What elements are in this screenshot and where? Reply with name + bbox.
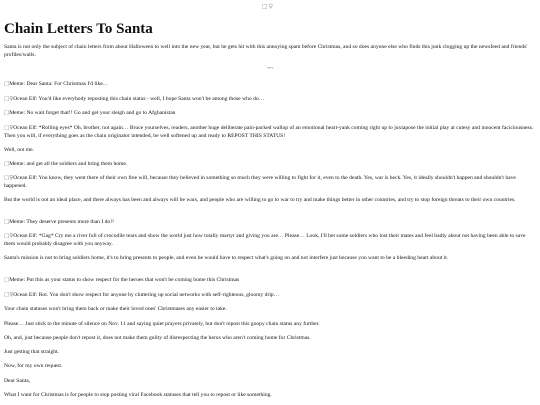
meme-icon: □ bbox=[4, 110, 10, 116]
dialogue-line bbox=[4, 232, 536, 248]
paragraph: Well, not me. bbox=[4, 147, 34, 153]
paragraph: What I want for Christmas is for people to stop posting viral Facebook statuses that tell you to repost or like something. bbox=[4, 392, 272, 398]
dialogue-line bbox=[4, 218, 536, 226]
meme-icon: □ bbox=[4, 219, 10, 225]
dialogue-line bbox=[4, 276, 536, 284]
ocean-elf-icon: □♀ bbox=[4, 233, 14, 239]
line-text: Ocean Elf: *Rolling eyes* Oh, brother, not again… Bruce yourselves, readers, another huge deliberate pain-packed wallop of an emotional heart-yank coming right up to juxtapose the initial play at cutesy and innocent faciciousness. Then you will, if everything goes as the chain originator intended, be well softened up and ready to REPOST THIS STATUS! bbox=[4, 125, 534, 139]
paragraph: Your chain statuses won't bring them back or make their loved ones' Christmases any easier to take. bbox=[4, 306, 227, 312]
dialogue-line bbox=[4, 291, 536, 299]
dialogue-line bbox=[4, 174, 536, 190]
ocean-elf-icon: □♀ bbox=[4, 292, 14, 298]
header-icons: □♀ bbox=[262, 3, 275, 10]
dialogue-line bbox=[4, 95, 536, 103]
ocean-elf-icon: □♀ bbox=[4, 175, 14, 181]
paragraph: Now, for my own request. bbox=[4, 363, 63, 369]
meme-icon: □ bbox=[4, 277, 10, 283]
dialogue-line bbox=[4, 109, 536, 117]
section-separator: ~~ bbox=[267, 66, 274, 72]
line-text: Meme: and get all the soldiers and bring them home. bbox=[9, 161, 128, 167]
paragraph: Oh, and, just because people don't repost it, does not make them guilty of disrespecting the heros who aren't coming home for Christmas. bbox=[4, 335, 311, 341]
ocean-elf-icon: □♀ bbox=[4, 125, 14, 131]
paragraph: Just getting that straight. bbox=[4, 349, 60, 355]
paragraph: But the world is not an ideal place, and there always has been and always will be wars, and people who are willing to go to war to try and make things better in other countries, and try to stop foreign threats to their own countries. bbox=[4, 197, 516, 203]
line-text: Ocean Elf: You'd like everybody reposting this chain status - well, I hope Santa won't be among those who do… bbox=[13, 96, 265, 102]
intro-paragraph: Santa is not only the subject of chain letters from about Halloween to well into the new year, but he gets hit with this annoying spam before Christmas, and so does anyone else who finds this junk clogging up the newsfeed and friends' profiles/walls. bbox=[4, 44, 528, 58]
line-text: Meme: They deserve presents more than I do!! bbox=[9, 219, 114, 225]
ocean-elf-icon: □♀ bbox=[4, 96, 14, 102]
line-text: Ocean Elf: *Gag* Cry me a river full of crocodile tears and show the world just how totally martyr and giving you are… Please… Look, I'll bet some soldiers who lost their mates and feel badly about not having been able to save them would probably disagree with you anyway. bbox=[4, 233, 526, 247]
line-text: Meme: Dear Santa: For Christmas I'd like... bbox=[9, 81, 107, 87]
line-text: Ocean Elf: You know, they went there of their own free will, because they believed in something so much they were willing to fight for it, even to the death. Yes, war is heck. Yes, it ideally shouldn't happen and shouldn't have happened. bbox=[4, 175, 516, 189]
paragraph: Please… Just stick to the minute of silence on Nov. 11 and saying quiet prayers privately, but don't repost this goopy chain status any further. bbox=[4, 321, 320, 327]
line-text: Meme: Put this as your status to show respect for the heroes that won't be coming home this Christmas bbox=[9, 277, 240, 283]
paragraph: Dear Santa, bbox=[4, 378, 31, 384]
meme-icon: □ bbox=[4, 81, 10, 87]
line-text: Ocean Elf: Rot. You don't show respect for anyone by cluttering up social networks with self-righteous, gloomy drip… bbox=[13, 292, 280, 298]
line-text: Meme: No wait forget that!! Go and get your sleigh and go to Afghanistan bbox=[9, 110, 176, 116]
dialogue-line bbox=[4, 160, 536, 168]
page-title: Chain Letters To Santa bbox=[4, 21, 153, 37]
meme-icon: □ bbox=[4, 161, 10, 167]
paragraph: Santa's mission is not to bring soldiers home, it's to bring presents to people, and even he would have to respect what's going on and not interfere just because you want to be a bleeding heart about it. bbox=[4, 255, 449, 261]
dialogue-line bbox=[4, 124, 536, 140]
dialogue-line bbox=[4, 80, 536, 88]
